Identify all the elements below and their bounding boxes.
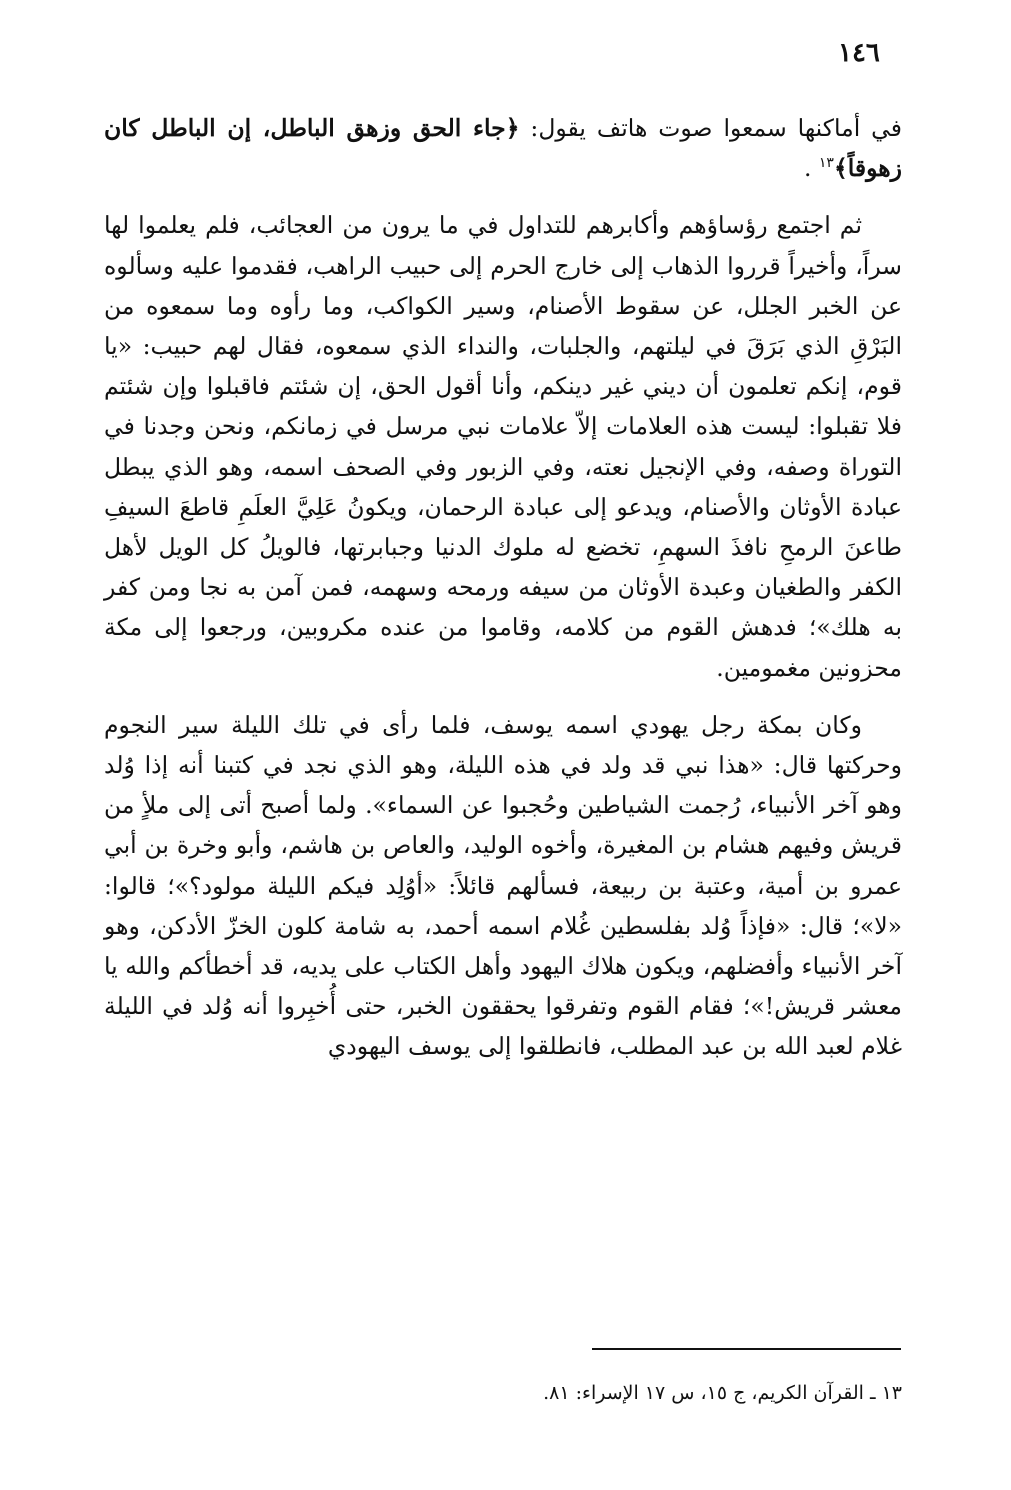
footnote-separator (592, 1348, 901, 1350)
quran-quote: ﴿جاء الحق وزهق الباطل، إن الباطل كان زهوقاً﴾ (104, 114, 902, 183)
footnote-reference: ١٣ (818, 155, 834, 172)
page-number: ١٤٦ (838, 38, 880, 68)
footnote: ١٣ ـ القرآن الكريم، ج ١٥، س ١٧ الإسراء: ٨١. (543, 1382, 902, 1404)
paragraph-1-tail: . (803, 154, 819, 183)
paragraph-1-lead: في أماكنها سمعوا صوت هاتف يقول: (519, 114, 902, 142)
body-text (104, 108, 902, 1067)
paragraph-3: وكان بمكة رجل يهودي اسمه يوسف، فلما رأى في تلك الليلة سير النجوم وحركتها قال: «هذا نبي قد ولد في هذه الليلة، وهو الذي نجد في كتبنا أنه إذا وُلد وهو آخر الأنبياء، رُجمت الشياطين وحُجبوا عن السماء». ولما أصبح أتى إلى ملأٍ من قريش وفيهم هشام بن المغيرة، وأخوه الوليد، والعاص بن هاشم، وأبو وخرة بن أبي عمرو بن أمية، وعتبة بن ربيعة، فسألهم قائلاً: «أوُلِد فيكم الليلة مولود؟»؛ قالوا: «لا»؛ قال: «فإذاً وُلد بفلسطين غُلام اسمه أحمد، به شامة كلون الخزّ الأدكن، وهو آخر الأنبياء وأفضلهم، ويكون هلاك اليهود وأهل الكتاب على يديه، قد أخطأكم والله يا معشر قريش!»؛ فقام القوم وتفرقوا يحققون الخبر، حتى أُخبِروا أنه وُلد في الليلة غلام لعبد الله بن عبد المطلب، فانطلقوا إلى يوسف اليهودي (104, 710, 902, 1061)
paragraph-1 (104, 108, 902, 188)
paragraph-2: ثم اجتمع رؤساؤهم وأكابرهم للتداول في ما يرون من العجائب، فلم يعلموا لها سراً، وأخيراً قرروا الذهاب إلى خارج الحرم إلى حبيب الراهب، فقدموا عليه وسألوه عن الخبر الجلل، عن سقوط الأصنام، وسير الكواكب، وما رأوه وما سمعوه من البَرْقِ الذي بَرَقَ في ليلتهم، والجلبات، والنداء الذي سمعوه، فقال لهم حبيب: «يا قوم، إنكم تعلمون أن ديني غير دينكم، وأنا أقول الحق، إن شئتم فاقبلوا وإن شئتم فلا تقبلوا: ليست هذه العلامات إلاّ علامات نبي مرسل في زمانكم، ونحن وجدنا في التوراة وصفه، وفي الإنجيل نعته، وفي الزبور وفي الصحف اسمه، وهو الذي يبطل عبادة الأوثان والأصنام، ويدعو إلى عبادة الرحمان، ويكونُ عَلِيَّ العلَمِ قاطعَ السيفِ طاعنَ الرمحِ نافذَ السهمِ، تخضع له ملوك الدنيا وجبابرتها، فالويلُ كل الويل لأهل الكفر والطغيان وعبدة الأوثان من سيفه ورمحه وسهمه، فمن آمن به نجا ومن كفر به هلك»؛ فدهش القوم من كلامه، وقاموا من عنده مكروبين، ورجعوا إلى مكة محزونين مغمومين. (104, 211, 902, 682)
